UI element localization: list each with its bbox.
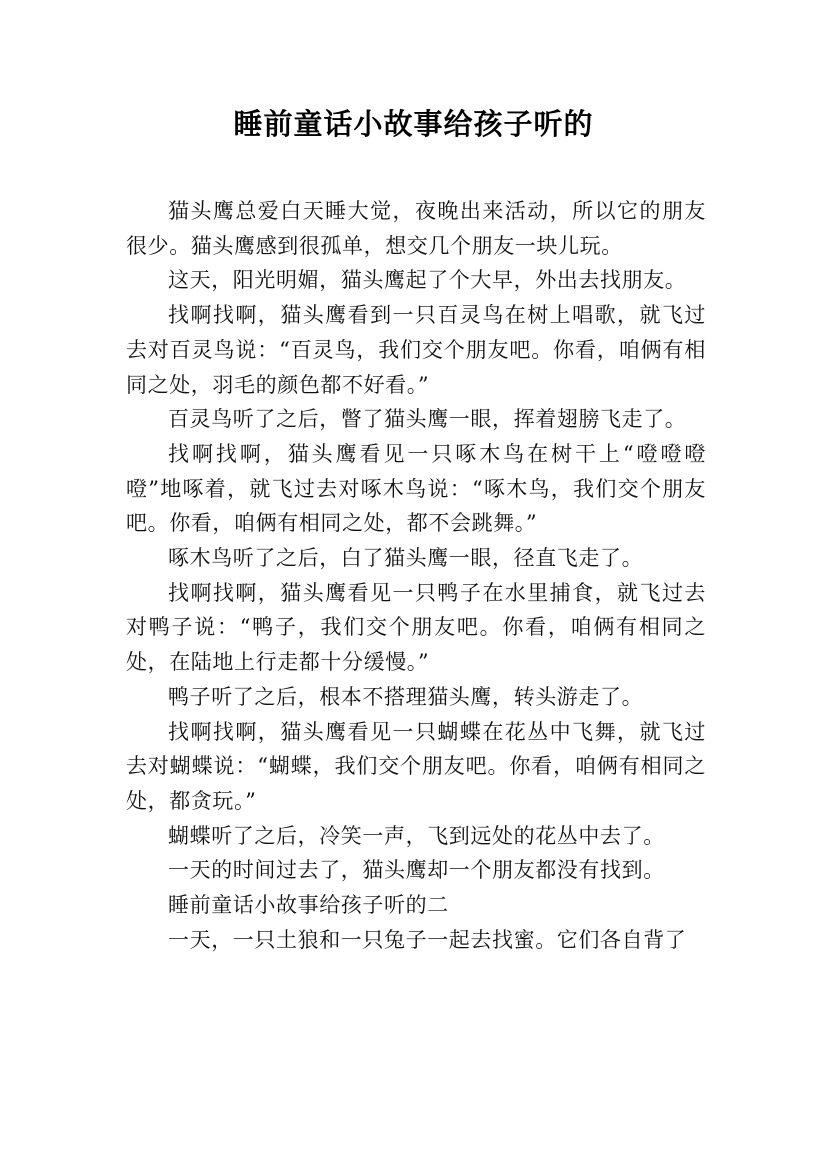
paragraph: 找啊找啊，猫头鹰看见一只鸭子在水里捕食，就飞过去对鸭子说：“鸭子，我们交个朋友吧。你看，咱俩有相同之处，在陆地上行走都十分缓慢。” [126, 580, 706, 675]
paragraph: 找啊找啊，猫头鹰看到一只百灵鸟在树上唱歌，就飞过去对百灵鸟说：“百灵鸟，我们交个朋友吧。你看，咱俩有相同之处，羽毛的颜色都不好看。” [126, 303, 706, 397]
document-body [126, 194, 706, 957]
paragraph: 这天，阳光明媚，猫头鹰起了个大早，外出去找朋友。 [168, 268, 687, 293]
paragraph: 啄木鸟听了之后，白了猫头鹰一眼，径直飞走了。 [168, 546, 644, 571]
paragraph: 百灵鸟听了之后，瞥了猫头鹰一眼，挥着翅膀飞走了。 [168, 407, 687, 432]
paragraph: 蝴蝶听了之后，冷笑一声，飞到远处的花丛中去了。 [168, 823, 665, 848]
paragraph: 鸭子听了之后，根本不搭理猫头鹰，转头游走了。 [168, 684, 644, 709]
paragraph: 猫头鹰总爱白天睡大觉，夜晚出来活动，所以它的朋友很少。猫头鹰感到很孤单，想交几个朋友一块儿玩。 [126, 199, 706, 258]
document-title: 睡前童话小故事给孩子听的 [233, 107, 594, 141]
paragraph: 找啊找啊，猫头鹰看见一只蝴蝶在花丛中飞舞，就飞过去对蝴蝶说：“蝴蝶，我们交个朋友吧。你看，咱俩有相同之处，都贪玩。” [126, 719, 706, 813]
paragraph: 找啊找啊，猫头鹰看见一只啄木鸟在树干上“噔噔噔噔”地啄着，就飞过去对啄木鸟说：“啄木鸟，我们交个朋友吧。你看，咱俩有相同之处，都不会跳舞。” [126, 441, 706, 536]
paragraph: 一天，一只土狼和一只兔子一起去找蜜。它们各自背了 [168, 927, 687, 952]
section-heading: 睡前童话小故事给孩子听的二 [168, 893, 449, 918]
paragraph: 一天的时间过去了，猫头鹰却一个朋友都没有找到。 [168, 858, 665, 883]
